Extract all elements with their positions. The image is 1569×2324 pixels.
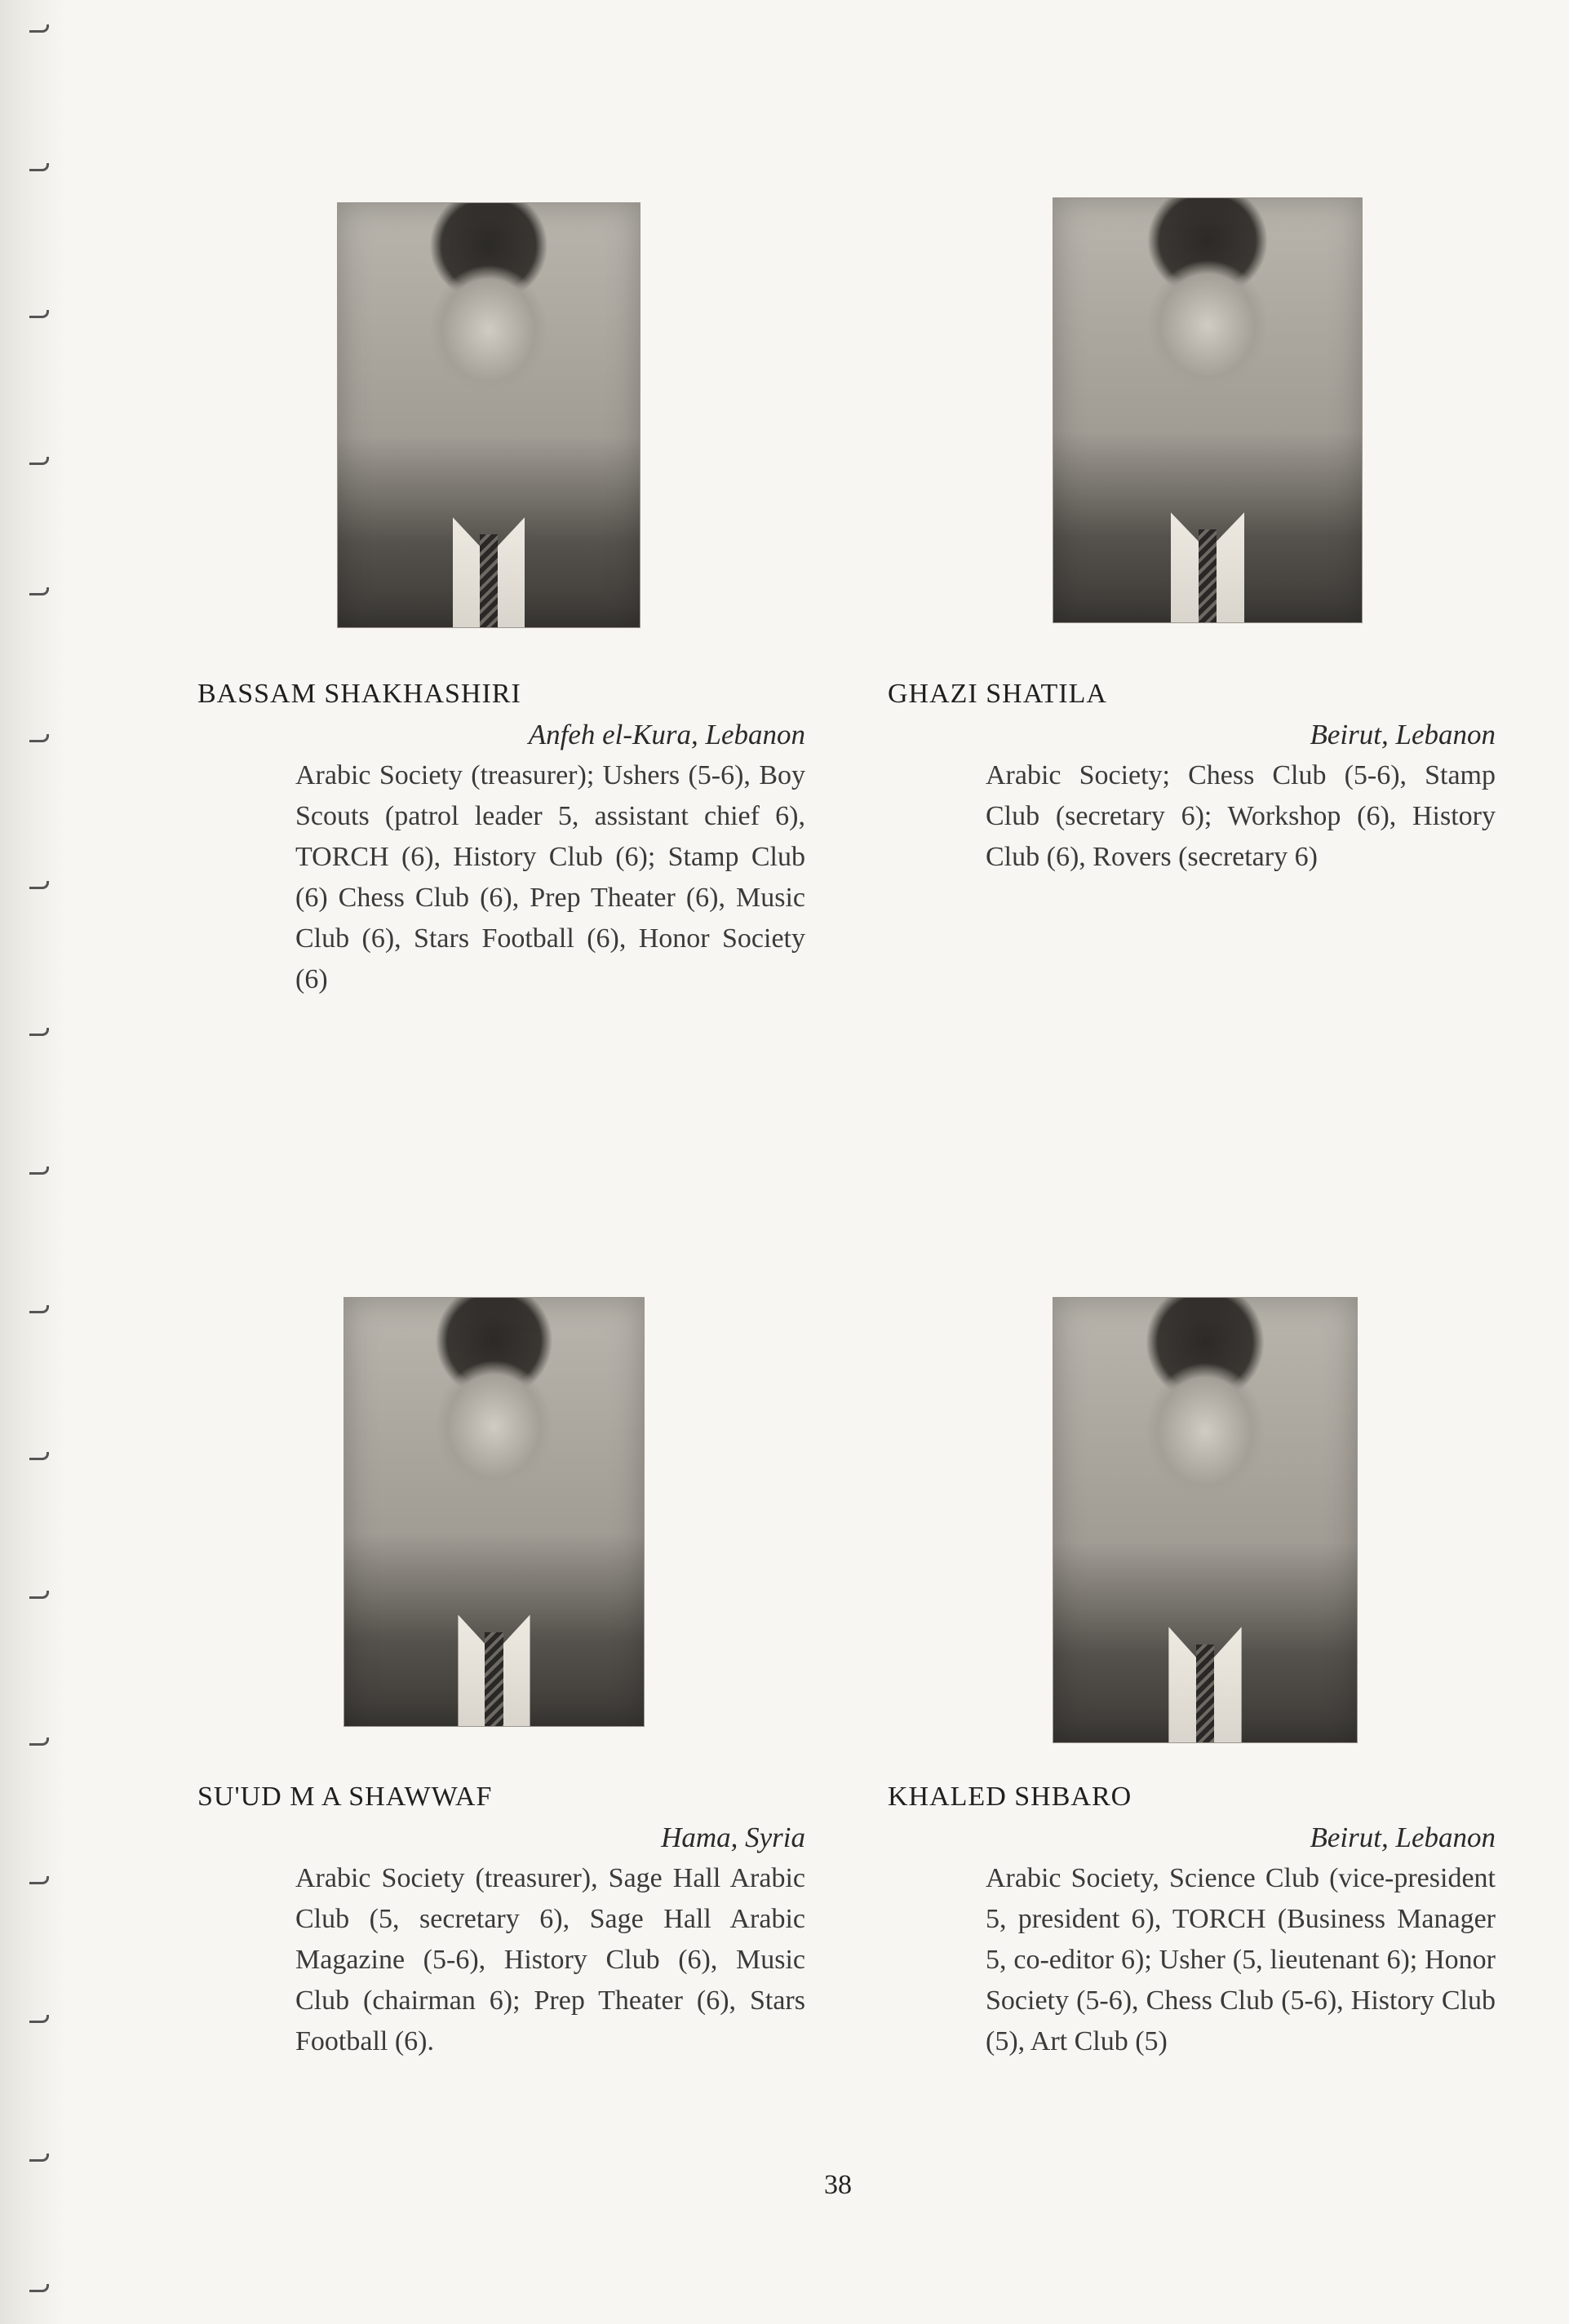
student-entry-3	[197, 1777, 805, 2062]
student-name: KHALED SHBARO	[888, 1782, 1132, 1812]
binding-loop	[29, 2015, 49, 2023]
student-photo-2	[1053, 197, 1363, 623]
student-name: SU'UD M A SHAWWAF	[197, 1782, 493, 1812]
student-hometown: Beirut, Lebanon	[1310, 1822, 1496, 1853]
photo-tie	[1199, 529, 1217, 622]
binding-loop	[29, 1028, 49, 1036]
binding-loop	[29, 2284, 49, 2292]
student-photo-4	[1053, 1297, 1358, 1743]
student-activities: Arabic Society (treasurer), Sage Hall Arabic Club (5, secretary 6), Sage Hall Arabic Magazine (5-6), History Club (6), Music Club (chairman 6); Prep Theater (6), Stars Football (6).	[295, 1863, 805, 2056]
student-name: GHAZI SHATILA	[888, 679, 1107, 709]
photo-tie	[480, 534, 498, 627]
binding-loop	[29, 587, 49, 595]
binding-loop	[29, 1166, 49, 1175]
spiral-binding	[0, 0, 65, 2324]
student-name: BASSAM SHAKHASHIRI	[197, 679, 521, 709]
binding-loop	[29, 1452, 49, 1460]
binding-loop	[29, 1591, 49, 1599]
student-hometown: Hama, Syria	[661, 1822, 805, 1853]
binding-loop	[29, 1305, 49, 1313]
student-activities: Arabic Society; Chess Club (5-6), Stamp Club (secretary 6); Workshop (6), History Club (6), Rovers (secretary 6)	[986, 760, 1496, 872]
student-activities: Arabic Society, Science Club (vice-president 5, president 6), TORCH (Business Manager 5, co-editor 6); Usher (5, lieutenant 6); Honor Society (5-6), Chess Club (5-6), History Club (5), Art Club (5)	[986, 1863, 1496, 2056]
binding-loop	[29, 734, 49, 742]
binding-loop	[29, 2154, 49, 2162]
student-hometown: Beirut, Lebanon	[1310, 719, 1496, 750]
binding-loop	[29, 24, 49, 33]
photo-tie	[1196, 1645, 1214, 1742]
page-number: 38	[824, 2170, 852, 2200]
binding-loop	[29, 310, 49, 318]
student-entry-2	[888, 674, 1496, 878]
student-activities: Arabic Society (treasurer); Ushers (5-6), Boy Scouts (patrol leader 5, assistant chief 6), TORCH (6), History Club (6); Stamp Club (6) Chess Club (6), Prep Theater (6), Music Club (6), Stars Football (6), Honor Society (6)	[295, 760, 805, 994]
student-entry-4	[888, 1777, 1496, 2062]
student-hometown: Anfeh el-Kura, Lebanon	[528, 719, 805, 750]
student-entry-1	[197, 674, 805, 1000]
binding-loop	[29, 1737, 49, 1746]
binding-loop	[29, 457, 49, 465]
student-photo-1	[337, 202, 640, 628]
binding-loop	[29, 1876, 49, 1884]
student-photo-3	[343, 1297, 645, 1727]
photo-tie	[485, 1632, 503, 1727]
binding-loop	[29, 163, 49, 171]
binding-loop	[29, 881, 49, 889]
